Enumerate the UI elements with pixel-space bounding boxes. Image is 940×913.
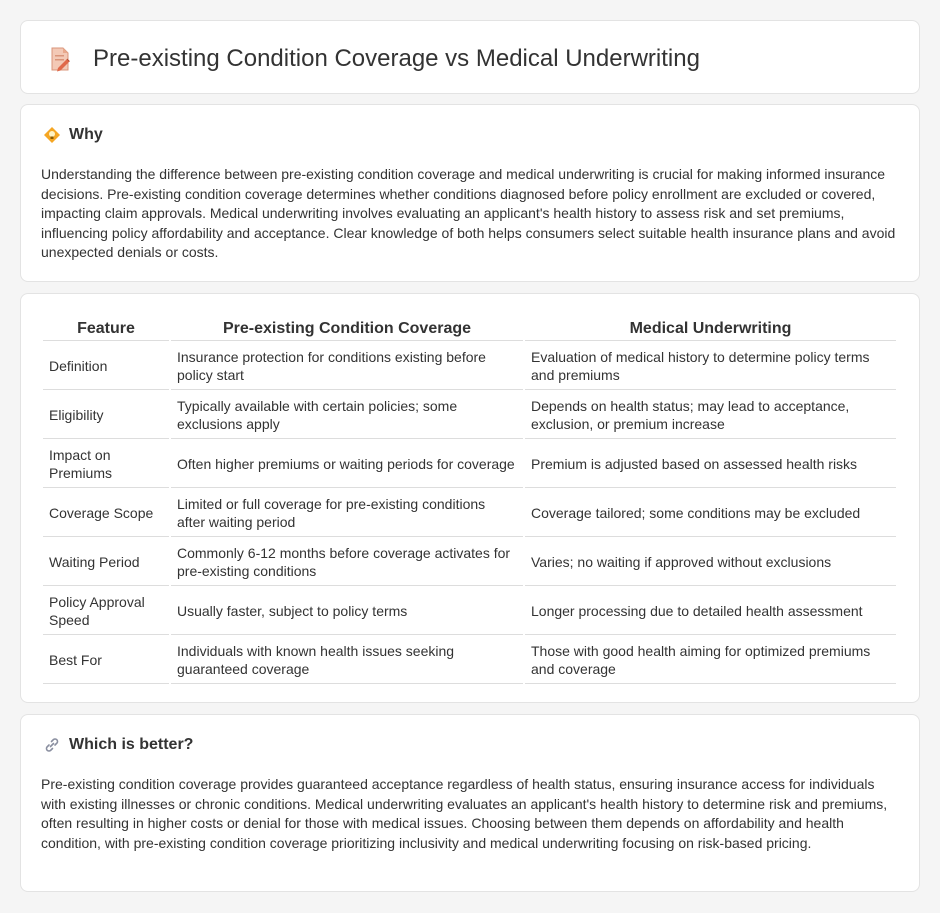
comparison-table-card (20, 293, 920, 703)
link-icon (43, 736, 61, 754)
comparison-table (41, 314, 898, 686)
feature-cell: Coverage Scope (43, 490, 169, 537)
better-heading (43, 736, 193, 754)
table-row (43, 441, 896, 488)
column-header-feature: Feature (43, 316, 169, 341)
table-row (43, 343, 896, 390)
feature-cell: Definition (43, 343, 169, 390)
document-pencil-icon (47, 46, 73, 72)
feature-cell: Eligibility (43, 392, 169, 439)
title-row (47, 45, 700, 73)
underwriting-cell: Longer processing due to detailed health assessment (525, 588, 896, 635)
underwriting-cell: Coverage tailored; some conditions may be excluded (525, 490, 896, 537)
table-row (43, 392, 896, 439)
feature-cell: Impact on Premiums (43, 441, 169, 488)
table-header-row (43, 316, 896, 341)
column-header-preexisting: Pre-existing Condition Coverage (171, 316, 523, 341)
why-paragraph: Understanding the difference between pre-existing condition coverage and medical underwriting is crucial for making informed insurance decisions. Pre-existing condition coverage determines whether conditions diagnosed before policy enrollment are excluded or covered, impacting claim approvals. Medical underwriting involves evaluating an applicant's health history to assess risk and set premiums, influencing policy affordability and acceptance. Clear knowledge of both helps consumers select suitable health insurance plans and avoid unexpected denials or costs. (41, 166, 896, 260)
which-is-better-section (20, 714, 920, 892)
preexisting-cell: Often higher premiums or waiting periods for coverage (171, 441, 523, 488)
why-heading (43, 126, 103, 144)
lightbulb-diamond-icon (43, 126, 61, 144)
underwriting-cell: Evaluation of medical history to determine policy terms and premiums (525, 343, 896, 390)
underwriting-cell: Depends on health status; may lead to acceptance, exclusion, or premium increase (525, 392, 896, 439)
why-section (20, 104, 920, 282)
page-title: Pre-existing Condition Coverage vs Medical Underwriting (93, 45, 700, 72)
table-row (43, 539, 896, 586)
feature-cell: Policy Approval Speed (43, 588, 169, 635)
better-title: Which is better? (69, 736, 194, 753)
preexisting-cell: Limited or full coverage for pre-existing conditions after waiting period (171, 490, 523, 537)
table-row (43, 637, 896, 684)
underwriting-cell: Varies; no waiting if approved without exclusions (525, 539, 896, 586)
underwriting-cell: Premium is adjusted based on assessed health risks (525, 441, 896, 488)
table-row (43, 490, 896, 537)
preexisting-cell: Insurance protection for conditions existing before policy start (171, 343, 523, 390)
preexisting-cell: Usually faster, subject to policy terms (171, 588, 523, 635)
table-row (43, 588, 896, 635)
underwriting-cell: Those with good health aiming for optimized premiums and coverage (525, 637, 896, 684)
preexisting-cell: Individuals with known health issues seeking guaranteed coverage (171, 637, 523, 684)
header-card (20, 20, 920, 94)
why-title: Why (69, 126, 103, 143)
feature-cell: Best For (43, 637, 169, 684)
better-paragraph: Pre-existing condition coverage provides guaranteed acceptance regardless of health status, ensuring insurance access for individuals with existing illnesses or chronic conditions. Medical underwriting evaluates an applicant's health history to determine risk and premiums, often resulting in higher costs or denial for those with medical issues. Choosing between them depends on affordability and health condition, with pre-existing condition coverage prioritizing inclusivity and medical underwriting focusing on risk-based pricing. (41, 776, 888, 851)
feature-cell: Waiting Period (43, 539, 169, 586)
column-header-underwriting: Medical Underwriting (525, 316, 896, 341)
preexisting-cell: Commonly 6-12 months before coverage activates for pre-existing conditions (171, 539, 523, 586)
preexisting-cell: Typically available with certain policies; some exclusions apply (171, 392, 523, 439)
